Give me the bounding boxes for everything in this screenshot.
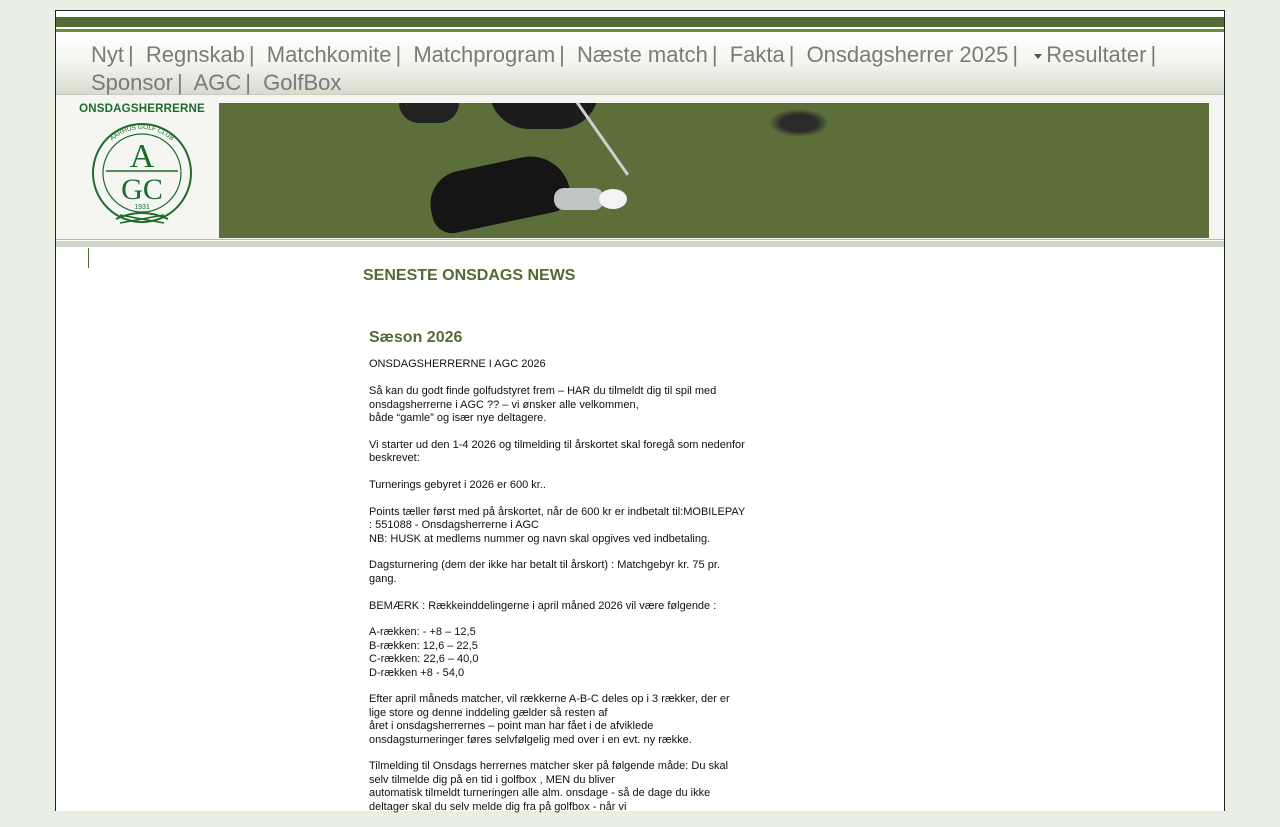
putter-head-image [554,188,604,210]
golf-shoe-image [399,103,459,123]
article-paragraph [369,439,749,466]
article-title: Sæson 2026 [369,329,463,346]
article-paragraph [369,760,749,814]
nav-item[interactable]: Sponsor [91,70,173,95]
nav-separator: | [1012,42,1019,67]
article-line: ONSDAGSHERRERNE I AGC 2026 [369,358,546,371]
article-paragraph [369,626,749,680]
article-paragraph [369,385,749,425]
news-article [369,331,749,827]
article-paragraph [369,600,749,613]
article-body [369,358,749,814]
nav-item[interactable]: Næste match [577,42,708,67]
article-line: BEMÆRK : Rækkeinddelingerne i april måned 2026 vil være følgende : [369,599,717,612]
caret-down-icon[interactable] [1034,54,1042,59]
main-nav [56,32,1224,95]
sidebar-edge [88,248,89,268]
nav-separator: | [245,70,251,95]
golf-shoe-image [424,149,573,237]
nav-item[interactable]: Resultater [1046,42,1147,67]
nav-separator: | [559,42,565,67]
article-line: A-rækken: - +8 – 12,5 [369,626,476,639]
club-crest-icon [76,103,208,231]
nav-item[interactable]: GolfBox [263,70,342,95]
nav-separator: | [1150,42,1157,67]
nav-separator: | [176,70,183,95]
article-paragraph [369,693,749,747]
article-line: B-rækken: 12,6 – 22,5 [369,639,478,652]
article-line: NB: HUSK at medlems nummer og navn skal opgives ved indbetaling. [369,532,711,545]
article-paragraph [369,479,749,492]
logo-letters-gc: GC [121,173,163,206]
article-line: C-rækken: 22,6 – 40,0 [369,653,479,666]
article-line: Efter april måneds matcher, vil rækkerne A-B-C deles op i 3 rækker, der er lige store og denne inddeling gælder så resten af [369,693,730,719]
article-line: D-rækken +8 - 54,0 [369,666,465,679]
nav-item[interactable]: Matchprogram [413,42,556,67]
divider-band [56,241,1224,247]
header-banner [56,95,1224,240]
nav-separator: | [711,42,718,67]
nav-separator: | [128,42,134,67]
article-line: Turnerings gebyret i 2026 er 600 kr.. [369,479,546,492]
logo-title: ONSDAGSHERRERNE [79,103,205,115]
nav-separator: | [395,42,402,67]
nav-item[interactable]: AGC [193,70,242,95]
article-line: Så kan du godt finde golfudstyret frem – HAR du tilmeldt dig til spil med onsdagsherrerne i AGC ?? – vi ønsker alle velkommen, [369,385,717,411]
nav-item[interactable]: Fakta [729,42,785,67]
nav-item[interactable]: Nyt [91,42,124,67]
section-title: SENESTE ONSDAGS NEWS [363,267,576,284]
article-paragraph [369,358,749,371]
nav-item[interactable]: Onsdagsherrer 2025 [806,42,1009,67]
article-paragraph [369,506,749,546]
article-line: Points tæller først med på årskortet, når de 600 kr er indbetalt til:MOBILEPAY : 551088 - Onsdagsherrerne i AGC [369,505,745,532]
logo-year: 1931 [134,204,150,211]
nav-menu [91,41,1191,97]
nav-separator: | [248,42,255,67]
top-accent-bar [56,17,1224,27]
nav-item[interactable]: Matchkomite [266,42,392,67]
nav-item[interactable]: Regnskab [145,42,245,67]
article-line: automatisk tilmeldt turneringen alle alm. onsdage - så de dage du ikke deltager skal du selv melde dig fra på golfbox - når vi [369,787,711,813]
divider [56,239,1224,240]
article-line: Tilmelding til Onsdags herrernes matcher sker på følgende måde: Du skal selv tilmelde dig på en tid i golfbox , MEN du bliver [369,760,729,786]
logo-letter-a: A [129,138,155,175]
page-frame [55,10,1225,811]
nav-separator: | [788,42,795,67]
hero-image-golf-putting [219,103,1209,238]
article-line: året i onsdagsherrernes – point man har fået i de afviklede onsdagsturneringer føres selvfølgelig med over i en evt. ny række. [369,720,692,746]
article-paragraph [369,559,749,586]
logo-ring-text: AARHUS GOLF CLUB [108,123,176,143]
club-logo[interactable] [76,103,208,231]
article-line: både “gamle” og især nye deltagere. [369,412,547,425]
article-line: Dagsturnering (dem der ikke har betalt til årskort) : Matchgebyr kr. 75 pr. gang. [369,559,720,585]
article-line: Vi starter ud den 1-4 2026 og tilmelding til årskortet skal foregå som nedenfor beskrevet: [369,438,745,465]
golf-ball-image [599,189,627,209]
